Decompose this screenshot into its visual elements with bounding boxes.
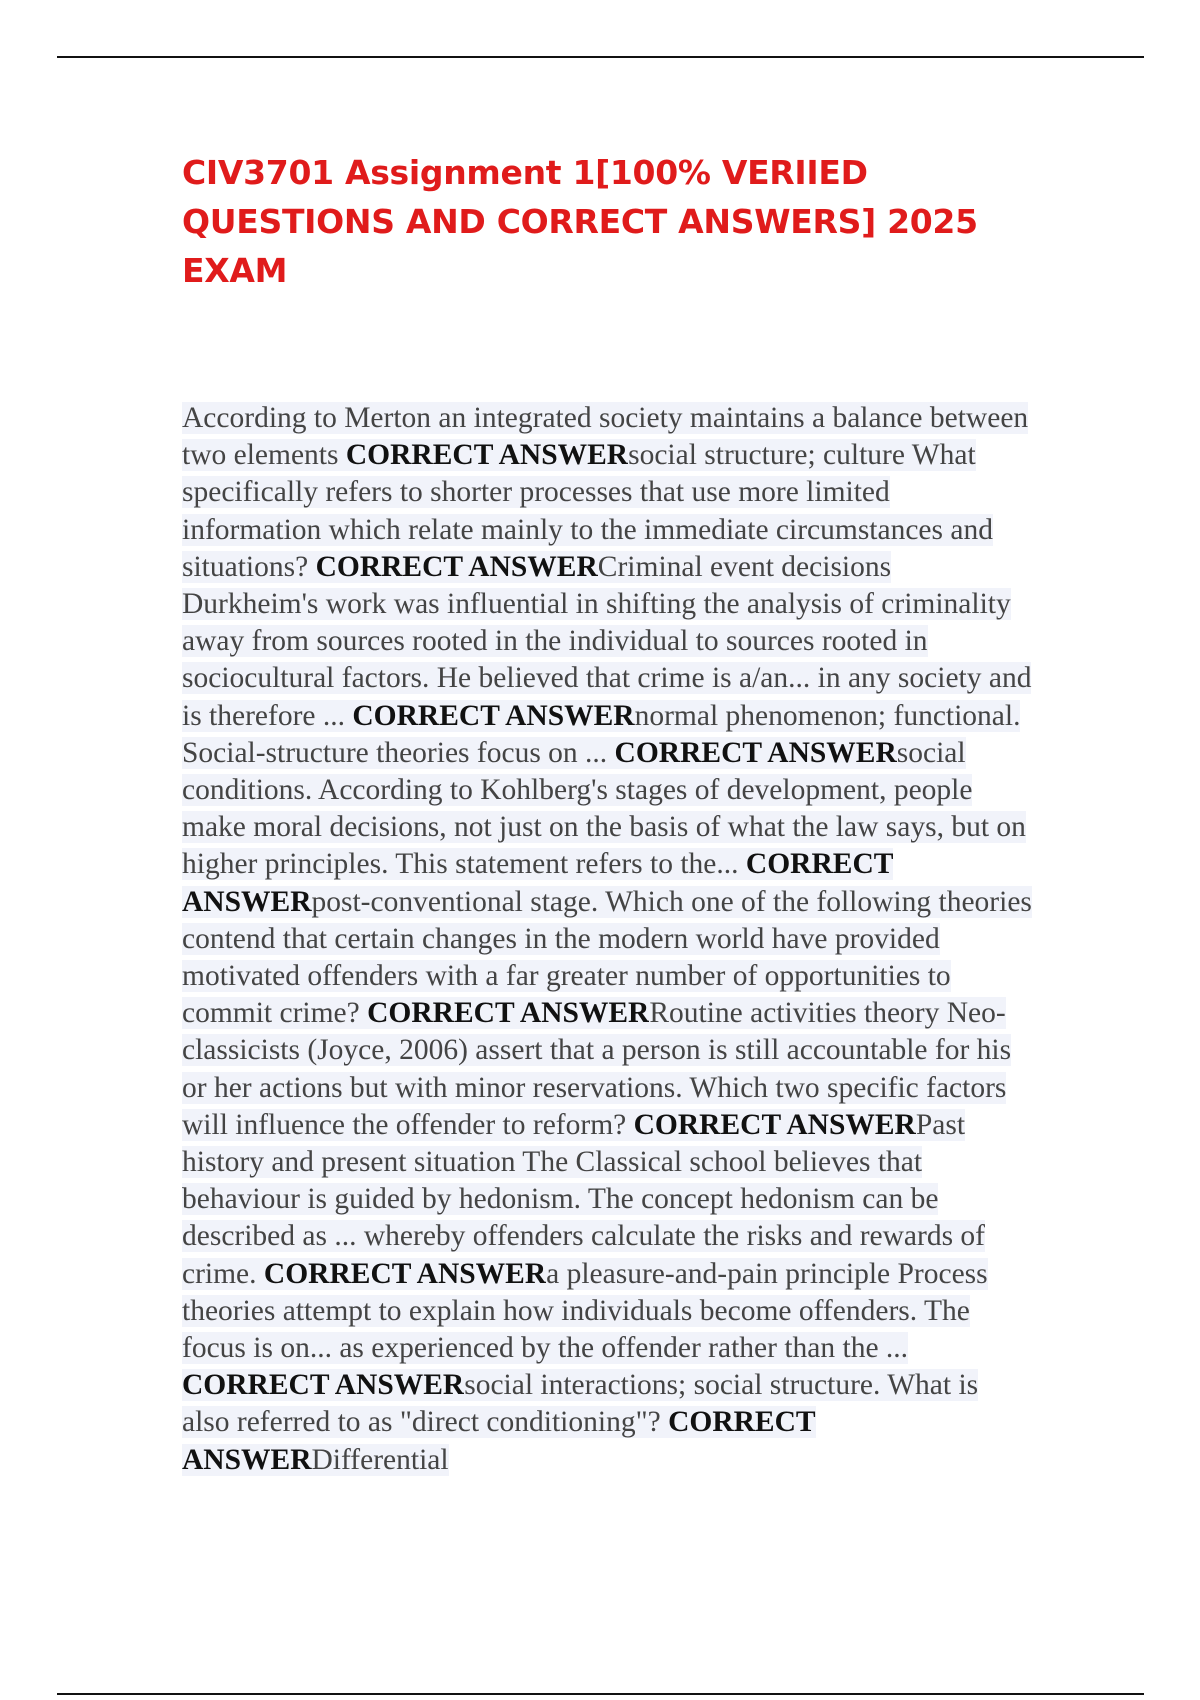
bottom-rule [57,1693,1144,1695]
body-segment: According to Merton an integrated society maintains a balance between two elements [182,402,1029,472]
body-segment: post-conventional stage. Which one of the following theories contend that certain changes in the modern world have provided motivated offenders with a far greater number of opportunities to commit crime? [182,885,1032,1030]
correct-answer-label: CORRECT ANSWER [182,848,894,918]
body-segment: social structure; culture What specifically refers to shorter processes that use more limited information which relate mainly to the immediate circumstances and situations? [182,439,993,583]
body-segment: Differential [311,1443,449,1476]
correct-answer-label: CORRECT ANSWER [345,439,629,472]
body-segment: Routine activities theory Neo-classicists (Joyce, 2006) assert that a person is still accountable for his or her actions but with minor reservations. Which two specific factors will influence the offender to reform? [182,997,1012,1141]
document-title: CIV3701 Assignment 1[100% VERIIED QUESTIONS AND CORRECT ANSWERS] 2025 EXAM [182,153,978,290]
body-segment: social interactions; social structure. What is also referred to as "direct conditioning"? [182,1369,979,1439]
body-segment: a pleasure-and-pain principle Process theories attempt to explain how individuals become offenders. The focus is on... as experienced by the offender rather than the ... [182,1257,988,1365]
correct-answer-label: CORRECT ANSWER [182,1406,816,1476]
document-body [182,400,1032,1479]
correct-answer-label: CORRECT ANSWER [263,1257,547,1290]
body-segment: Criminal event decisions Durkheim's work was influential in shifting the analysis of criminality away from sources rooted in the individual to sources rooted in sociocultural factors. He believed that crime is a/an... in any society and is therefore ... [182,550,1032,732]
correct-answer-label: CORRECT ANSWER [315,550,598,583]
correct-answer-label: CORRECT ANSWER [614,736,897,769]
correct-answer-label: CORRECT ANSWER [633,1108,916,1141]
body-segment: Past history and present situation The Classical school believes that behaviour is guided by hedonism. The concept hedonism can be described as ... whereby offenders calculate the risks and rewards of crime. [182,1108,986,1290]
top-rule [57,56,1144,58]
correct-answer-label: CORRECT ANSWER [367,997,650,1030]
correct-answer-label: CORRECT ANSWER [352,699,635,732]
correct-answer-label: CORRECT ANSWER [182,1369,465,1402]
body-segment: social conditions. According to Kohlberg's stages of development, people make moral decisions, not just on the basis of what the law says, but on higher principles. This statement refers to the... [182,736,1026,881]
body-segment: normal phenomenon; functional. Social-structure theories focus on ... [182,699,1021,769]
